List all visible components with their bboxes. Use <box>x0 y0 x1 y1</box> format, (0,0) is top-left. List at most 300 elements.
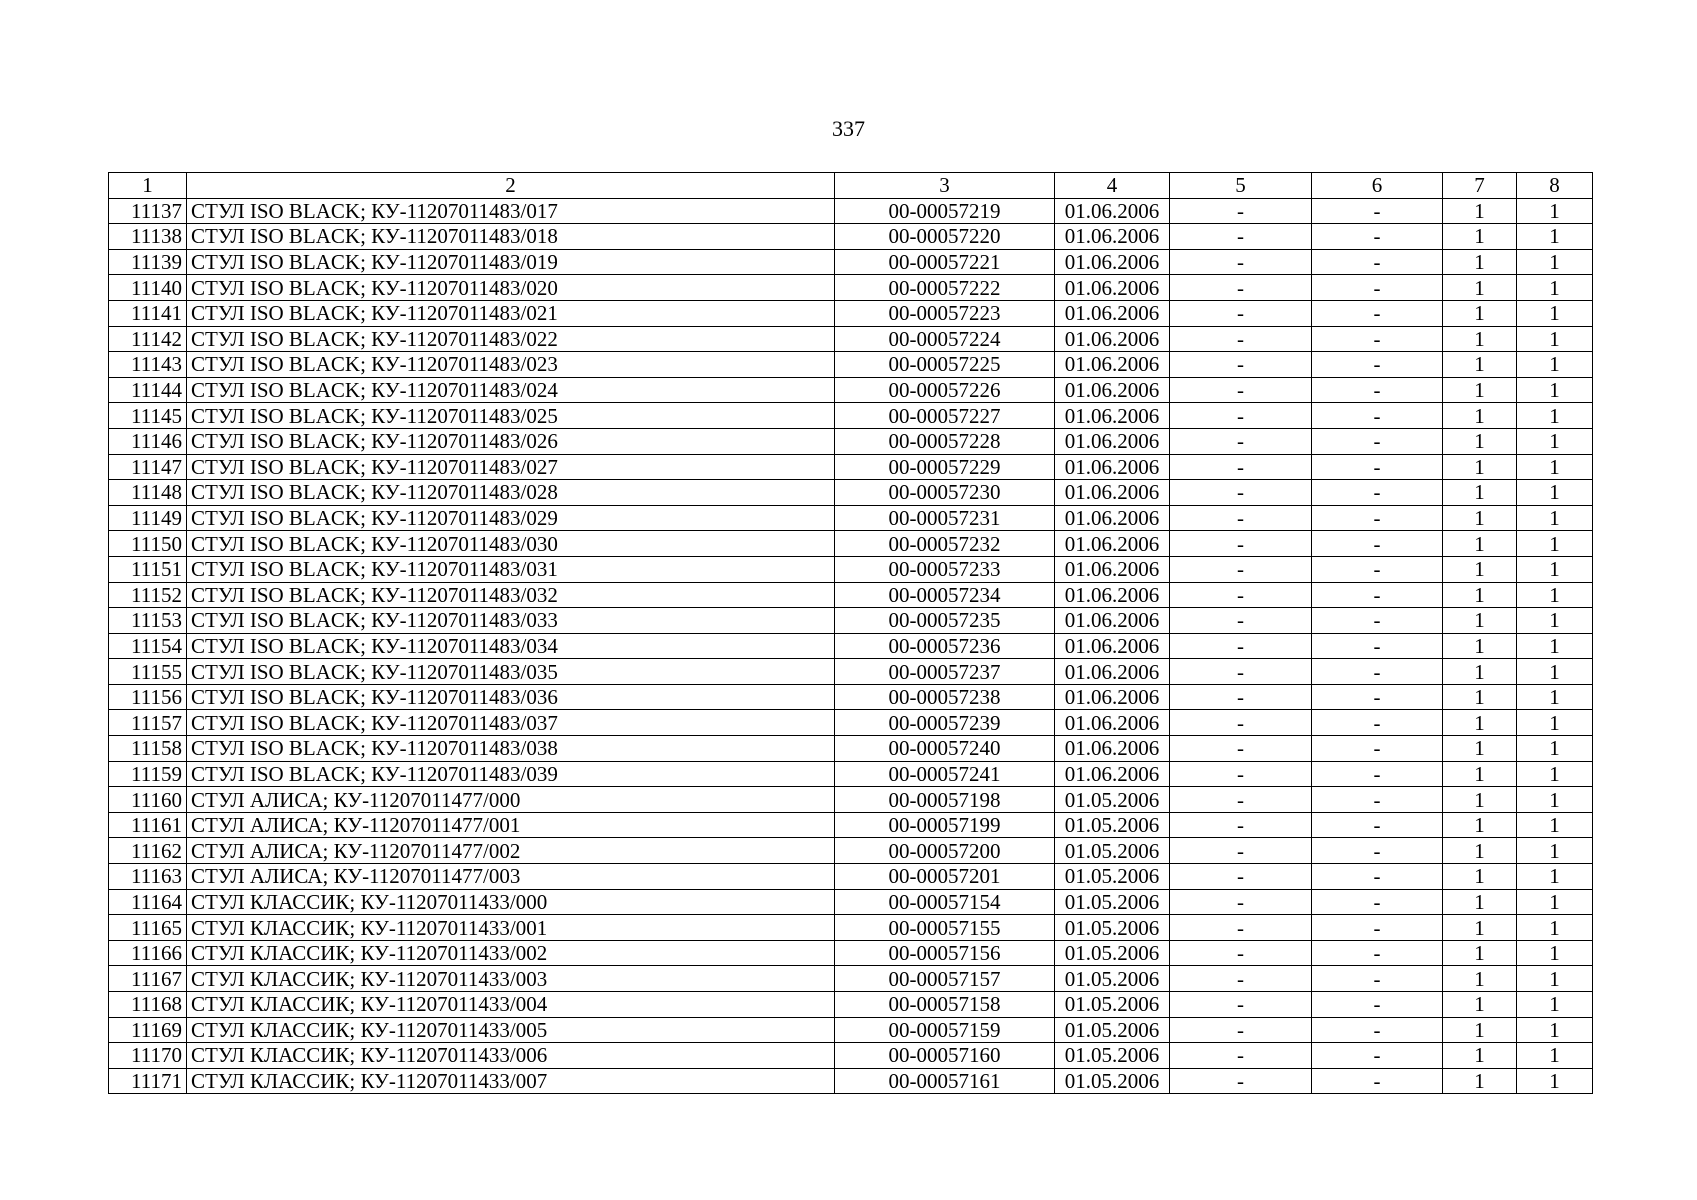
col7-cell: 1 <box>1443 966 1517 992</box>
date-cell: 01.05.2006 <box>1055 915 1170 941</box>
col7-cell: 1 <box>1443 326 1517 352</box>
inventory-code-cell: 00-00057232 <box>835 531 1055 557</box>
date-cell: 01.06.2006 <box>1055 761 1170 787</box>
date-cell: 01.06.2006 <box>1055 659 1170 685</box>
col8-cell: 1 <box>1517 633 1593 659</box>
col7-cell: 1 <box>1443 940 1517 966</box>
col7-cell: 1 <box>1443 505 1517 531</box>
inventory-code-cell: 00-00057157 <box>835 966 1055 992</box>
row-number-cell: 11148 <box>109 480 187 506</box>
item-name-cell: СТУЛ ISO BLACK; КУ-11207011483/029 <box>187 505 835 531</box>
item-name-cell: СТУЛ ISO BLACK; КУ-11207011483/017 <box>187 198 835 224</box>
table-row <box>109 659 1593 685</box>
table-row <box>109 531 1593 557</box>
table-row <box>109 403 1593 429</box>
item-name-cell: СТУЛ ISO BLACK; КУ-11207011483/026 <box>187 428 835 454</box>
row-number-cell: 11158 <box>109 736 187 762</box>
table-row <box>109 275 1593 301</box>
item-name-cell: СТУЛ ISO BLACK; КУ-11207011483/033 <box>187 608 835 634</box>
item-name-cell: СТУЛ КЛАССИК; КУ-11207011433/004 <box>187 992 835 1018</box>
col6-cell: - <box>1312 736 1443 762</box>
row-number-cell: 11154 <box>109 633 187 659</box>
table-row <box>109 454 1593 480</box>
col6-cell: - <box>1312 428 1443 454</box>
col5-cell: - <box>1170 582 1312 608</box>
row-number-cell: 11165 <box>109 915 187 941</box>
col6-cell: - <box>1312 1017 1443 1043</box>
col6-cell: - <box>1312 300 1443 326</box>
col7-cell: 1 <box>1443 889 1517 915</box>
date-cell: 01.05.2006 <box>1055 966 1170 992</box>
inventory-code-cell: 00-00057234 <box>835 582 1055 608</box>
inventory-code-cell: 00-00057225 <box>835 352 1055 378</box>
col8-cell: 1 <box>1517 787 1593 813</box>
row-number-cell: 11147 <box>109 454 187 480</box>
row-number-cell: 11137 <box>109 198 187 224</box>
col5-cell: - <box>1170 889 1312 915</box>
inventory-code-cell: 00-00057229 <box>835 454 1055 480</box>
table-row <box>109 761 1593 787</box>
table-row <box>109 787 1593 813</box>
col5-cell: - <box>1170 326 1312 352</box>
item-name-cell: СТУЛ ISO BLACK; КУ-11207011483/030 <box>187 531 835 557</box>
col8-cell: 1 <box>1517 1068 1593 1094</box>
col8-cell: 1 <box>1517 300 1593 326</box>
col7-cell: 1 <box>1443 403 1517 429</box>
col6-cell: - <box>1312 787 1443 813</box>
inventory-code-cell: 00-00057201 <box>835 864 1055 890</box>
table-row <box>109 1068 1593 1094</box>
row-number-cell: 11169 <box>109 1017 187 1043</box>
col6-cell: - <box>1312 608 1443 634</box>
col6-cell: - <box>1312 633 1443 659</box>
col5-cell: - <box>1170 633 1312 659</box>
col8-cell: 1 <box>1517 864 1593 890</box>
inventory-code-cell: 00-00057159 <box>835 1017 1055 1043</box>
date-cell: 01.06.2006 <box>1055 249 1170 275</box>
row-number-cell: 11146 <box>109 428 187 454</box>
col8-cell: 1 <box>1517 812 1593 838</box>
inventory-code-cell: 00-00057231 <box>835 505 1055 531</box>
item-name-cell: СТУЛ ISO BLACK; КУ-11207011483/027 <box>187 454 835 480</box>
page-number: 337 <box>832 116 865 141</box>
col5-cell: - <box>1170 300 1312 326</box>
col7-cell: 1 <box>1443 812 1517 838</box>
col6-cell: - <box>1312 326 1443 352</box>
col6-cell: - <box>1312 684 1443 710</box>
table-row <box>109 684 1593 710</box>
table-row <box>109 352 1593 378</box>
date-cell: 01.06.2006 <box>1055 403 1170 429</box>
col6-cell: - <box>1312 940 1443 966</box>
col5-cell: - <box>1170 556 1312 582</box>
item-name-cell: СТУЛ КЛАССИК; КУ-11207011433/002 <box>187 940 835 966</box>
date-cell: 01.05.2006 <box>1055 787 1170 813</box>
col6-cell: - <box>1312 403 1443 429</box>
date-cell: 01.06.2006 <box>1055 684 1170 710</box>
table-row <box>109 812 1593 838</box>
col8-cell: 1 <box>1517 377 1593 403</box>
col6-cell: - <box>1312 454 1443 480</box>
col5-cell: - <box>1170 736 1312 762</box>
table-row <box>109 1017 1593 1043</box>
row-number-cell: 11143 <box>109 352 187 378</box>
inventory-code-cell: 00-00057224 <box>835 326 1055 352</box>
row-number-cell: 11166 <box>109 940 187 966</box>
item-name-cell: СТУЛ ISO BLACK; КУ-11207011483/031 <box>187 556 835 582</box>
col6-cell: - <box>1312 249 1443 275</box>
table-row <box>109 198 1593 224</box>
row-number-cell: 11163 <box>109 864 187 890</box>
date-cell: 01.06.2006 <box>1055 710 1170 736</box>
table-row <box>109 505 1593 531</box>
col7-cell: 1 <box>1443 736 1517 762</box>
col6-cell: - <box>1312 1068 1443 1094</box>
col7-cell: 1 <box>1443 300 1517 326</box>
col8-cell: 1 <box>1517 838 1593 864</box>
table-row <box>109 377 1593 403</box>
table-row <box>109 736 1593 762</box>
table-body <box>109 198 1593 1094</box>
col7-cell: 1 <box>1443 710 1517 736</box>
column-header: 8 <box>1517 173 1593 199</box>
col7-cell: 1 <box>1443 1043 1517 1069</box>
table-row <box>109 864 1593 890</box>
date-cell: 01.06.2006 <box>1055 608 1170 634</box>
col6-cell: - <box>1312 864 1443 890</box>
col7-cell: 1 <box>1443 480 1517 506</box>
date-cell: 01.06.2006 <box>1055 275 1170 301</box>
inventory-code-cell: 00-00057233 <box>835 556 1055 582</box>
table-row <box>109 838 1593 864</box>
col5-cell: - <box>1170 1043 1312 1069</box>
date-cell: 01.06.2006 <box>1055 736 1170 762</box>
inventory-code-cell: 00-00057200 <box>835 838 1055 864</box>
col6-cell: - <box>1312 992 1443 1018</box>
col7-cell: 1 <box>1443 249 1517 275</box>
col8-cell: 1 <box>1517 403 1593 429</box>
item-name-cell: СТУЛ АЛИСА; КУ-11207011477/001 <box>187 812 835 838</box>
table-header-row <box>109 173 1593 199</box>
row-number-cell: 11167 <box>109 966 187 992</box>
col8-cell: 1 <box>1517 326 1593 352</box>
item-name-cell: СТУЛ ISO BLACK; КУ-11207011483/038 <box>187 736 835 762</box>
col8-cell: 1 <box>1517 608 1593 634</box>
inventory-code-cell: 00-00057235 <box>835 608 1055 634</box>
table-row <box>109 326 1593 352</box>
inventory-code-cell: 00-00057238 <box>835 684 1055 710</box>
row-number-cell: 11170 <box>109 1043 187 1069</box>
inventory-code-cell: 00-00057227 <box>835 403 1055 429</box>
col5-cell: - <box>1170 531 1312 557</box>
date-cell: 01.05.2006 <box>1055 1068 1170 1094</box>
inventory-code-cell: 00-00057156 <box>835 940 1055 966</box>
col7-cell: 1 <box>1443 633 1517 659</box>
col7-cell: 1 <box>1443 556 1517 582</box>
col7-cell: 1 <box>1443 1068 1517 1094</box>
col8-cell: 1 <box>1517 889 1593 915</box>
col5-cell: - <box>1170 992 1312 1018</box>
col8-cell: 1 <box>1517 966 1593 992</box>
item-name-cell: СТУЛ ISO BLACK; КУ-11207011483/021 <box>187 300 835 326</box>
column-header: 6 <box>1312 173 1443 199</box>
row-number-cell: 11155 <box>109 659 187 685</box>
row-number-cell: 11157 <box>109 710 187 736</box>
row-number-cell: 11161 <box>109 812 187 838</box>
col7-cell: 1 <box>1443 787 1517 813</box>
col6-cell: - <box>1312 838 1443 864</box>
item-name-cell: СТУЛ КЛАССИК; КУ-11207011433/007 <box>187 1068 835 1094</box>
col8-cell: 1 <box>1517 761 1593 787</box>
col7-cell: 1 <box>1443 838 1517 864</box>
date-cell: 01.06.2006 <box>1055 531 1170 557</box>
item-name-cell: СТУЛ АЛИСА; КУ-11207011477/002 <box>187 838 835 864</box>
col7-cell: 1 <box>1443 198 1517 224</box>
col7-cell: 1 <box>1443 659 1517 685</box>
row-number-cell: 11149 <box>109 505 187 531</box>
item-name-cell: СТУЛ ISO BLACK; КУ-11207011483/022 <box>187 326 835 352</box>
col5-cell: - <box>1170 224 1312 250</box>
date-cell: 01.06.2006 <box>1055 224 1170 250</box>
col8-cell: 1 <box>1517 198 1593 224</box>
column-header: 7 <box>1443 173 1517 199</box>
item-name-cell: СТУЛ ISO BLACK; КУ-11207011483/019 <box>187 249 835 275</box>
col5-cell: - <box>1170 275 1312 301</box>
inventory-code-cell: 00-00057241 <box>835 761 1055 787</box>
row-number-cell: 11162 <box>109 838 187 864</box>
col6-cell: - <box>1312 377 1443 403</box>
col5-cell: - <box>1170 761 1312 787</box>
row-number-cell: 11150 <box>109 531 187 557</box>
col5-cell: - <box>1170 710 1312 736</box>
row-number-cell: 11141 <box>109 300 187 326</box>
col7-cell: 1 <box>1443 761 1517 787</box>
date-cell: 01.05.2006 <box>1055 889 1170 915</box>
col6-cell: - <box>1312 915 1443 941</box>
col5-cell: - <box>1170 249 1312 275</box>
column-header: 4 <box>1055 173 1170 199</box>
item-name-cell: СТУЛ ISO BLACK; КУ-11207011483/025 <box>187 403 835 429</box>
table-row <box>109 224 1593 250</box>
col8-cell: 1 <box>1517 736 1593 762</box>
col7-cell: 1 <box>1443 224 1517 250</box>
date-cell: 01.06.2006 <box>1055 454 1170 480</box>
col6-cell: - <box>1312 582 1443 608</box>
date-cell: 01.05.2006 <box>1055 864 1170 890</box>
col7-cell: 1 <box>1443 992 1517 1018</box>
item-name-cell: СТУЛ ISO BLACK; КУ-11207011483/020 <box>187 275 835 301</box>
inventory-code-cell: 00-00057240 <box>835 736 1055 762</box>
item-name-cell: СТУЛ ISO BLACK; КУ-11207011483/023 <box>187 352 835 378</box>
col8-cell: 1 <box>1517 1017 1593 1043</box>
col5-cell: - <box>1170 352 1312 378</box>
col5-cell: - <box>1170 428 1312 454</box>
table-row <box>109 582 1593 608</box>
date-cell: 01.06.2006 <box>1055 633 1170 659</box>
item-name-cell: СТУЛ ISO BLACK; КУ-11207011483/037 <box>187 710 835 736</box>
table-row <box>109 428 1593 454</box>
inventory-code-cell: 00-00057222 <box>835 275 1055 301</box>
col5-cell: - <box>1170 838 1312 864</box>
item-name-cell: СТУЛ ISO BLACK; КУ-11207011483/024 <box>187 377 835 403</box>
col5-cell: - <box>1170 505 1312 531</box>
item-name-cell: СТУЛ ISO BLACK; КУ-11207011483/032 <box>187 582 835 608</box>
row-number-cell: 11156 <box>109 684 187 710</box>
col5-cell: - <box>1170 940 1312 966</box>
row-number-cell: 11168 <box>109 992 187 1018</box>
col8-cell: 1 <box>1517 582 1593 608</box>
col8-cell: 1 <box>1517 684 1593 710</box>
inventory-table <box>108 172 1593 1094</box>
column-header: 2 <box>187 173 835 199</box>
date-cell: 01.05.2006 <box>1055 812 1170 838</box>
col6-cell: - <box>1312 966 1443 992</box>
col8-cell: 1 <box>1517 659 1593 685</box>
col5-cell: - <box>1170 377 1312 403</box>
row-number-cell: 11142 <box>109 326 187 352</box>
col7-cell: 1 <box>1443 352 1517 378</box>
column-header: 1 <box>109 173 187 199</box>
row-number-cell: 11171 <box>109 1068 187 1094</box>
col8-cell: 1 <box>1517 428 1593 454</box>
col6-cell: - <box>1312 1043 1443 1069</box>
row-number-cell: 11140 <box>109 275 187 301</box>
column-header: 5 <box>1170 173 1312 199</box>
date-cell: 01.06.2006 <box>1055 480 1170 506</box>
inventory-code-cell: 00-00057223 <box>835 300 1055 326</box>
date-cell: 01.06.2006 <box>1055 326 1170 352</box>
item-name-cell: СТУЛ ISO BLACK; КУ-11207011483/028 <box>187 480 835 506</box>
col6-cell: - <box>1312 198 1443 224</box>
inventory-code-cell: 00-00057236 <box>835 633 1055 659</box>
col8-cell: 1 <box>1517 992 1593 1018</box>
col7-cell: 1 <box>1443 864 1517 890</box>
row-number-cell: 11152 <box>109 582 187 608</box>
item-name-cell: СТУЛ АЛИСА; КУ-11207011477/000 <box>187 787 835 813</box>
item-name-cell: СТУЛ ISO BLACK; КУ-11207011483/035 <box>187 659 835 685</box>
table-row <box>109 249 1593 275</box>
col7-cell: 1 <box>1443 1017 1517 1043</box>
col6-cell: - <box>1312 505 1443 531</box>
col6-cell: - <box>1312 710 1443 736</box>
col5-cell: - <box>1170 403 1312 429</box>
col5-cell: - <box>1170 1068 1312 1094</box>
table-row <box>109 608 1593 634</box>
col8-cell: 1 <box>1517 249 1593 275</box>
date-cell: 01.05.2006 <box>1055 940 1170 966</box>
inventory-code-cell: 00-00057219 <box>835 198 1055 224</box>
item-name-cell: СТУЛ КЛАССИК; КУ-11207011433/006 <box>187 1043 835 1069</box>
item-name-cell: СТУЛ ISO BLACK; КУ-11207011483/036 <box>187 684 835 710</box>
inventory-code-cell: 00-00057239 <box>835 710 1055 736</box>
item-name-cell: СТУЛ ISO BLACK; КУ-11207011483/039 <box>187 761 835 787</box>
inventory-code-cell: 00-00057160 <box>835 1043 1055 1069</box>
row-number-cell: 11160 <box>109 787 187 813</box>
inventory-code-cell: 00-00057220 <box>835 224 1055 250</box>
col5-cell: - <box>1170 1017 1312 1043</box>
col6-cell: - <box>1312 531 1443 557</box>
col6-cell: - <box>1312 480 1443 506</box>
row-number-cell: 11139 <box>109 249 187 275</box>
date-cell: 01.06.2006 <box>1055 556 1170 582</box>
col7-cell: 1 <box>1443 582 1517 608</box>
col6-cell: - <box>1312 659 1443 685</box>
table-row <box>109 710 1593 736</box>
table-row <box>109 992 1593 1018</box>
inventory-code-cell: 00-00057199 <box>835 812 1055 838</box>
date-cell: 01.06.2006 <box>1055 428 1170 454</box>
row-number-cell: 11144 <box>109 377 187 403</box>
row-number-cell: 11151 <box>109 556 187 582</box>
item-name-cell: СТУЛ АЛИСА; КУ-11207011477/003 <box>187 864 835 890</box>
col7-cell: 1 <box>1443 275 1517 301</box>
col8-cell: 1 <box>1517 556 1593 582</box>
col6-cell: - <box>1312 812 1443 838</box>
table-row <box>109 889 1593 915</box>
col8-cell: 1 <box>1517 940 1593 966</box>
col6-cell: - <box>1312 224 1443 250</box>
col6-cell: - <box>1312 352 1443 378</box>
table-row <box>109 915 1593 941</box>
col7-cell: 1 <box>1443 454 1517 480</box>
col5-cell: - <box>1170 198 1312 224</box>
column-header: 3 <box>835 173 1055 199</box>
col7-cell: 1 <box>1443 608 1517 634</box>
item-name-cell: СТУЛ КЛАССИК; КУ-11207011433/000 <box>187 889 835 915</box>
col5-cell: - <box>1170 659 1312 685</box>
inventory-code-cell: 00-00057155 <box>835 915 1055 941</box>
table-row <box>109 300 1593 326</box>
table-row <box>109 480 1593 506</box>
item-name-cell: СТУЛ КЛАССИК; КУ-11207011433/003 <box>187 966 835 992</box>
inventory-code-cell: 00-00057158 <box>835 992 1055 1018</box>
item-name-cell: СТУЛ КЛАССИК; КУ-11207011433/001 <box>187 915 835 941</box>
table-row <box>109 940 1593 966</box>
table-row <box>109 633 1593 659</box>
col5-cell: - <box>1170 966 1312 992</box>
col8-cell: 1 <box>1517 915 1593 941</box>
col7-cell: 1 <box>1443 531 1517 557</box>
col5-cell: - <box>1170 480 1312 506</box>
table-row <box>109 556 1593 582</box>
col7-cell: 1 <box>1443 684 1517 710</box>
col8-cell: 1 <box>1517 505 1593 531</box>
col8-cell: 1 <box>1517 352 1593 378</box>
inventory-code-cell: 00-00057154 <box>835 889 1055 915</box>
date-cell: 01.05.2006 <box>1055 1017 1170 1043</box>
inventory-code-cell: 00-00057228 <box>835 428 1055 454</box>
col6-cell: - <box>1312 275 1443 301</box>
date-cell: 01.06.2006 <box>1055 198 1170 224</box>
col5-cell: - <box>1170 812 1312 838</box>
col5-cell: - <box>1170 915 1312 941</box>
date-cell: 01.05.2006 <box>1055 838 1170 864</box>
inventory-code-cell: 00-00057226 <box>835 377 1055 403</box>
col6-cell: - <box>1312 556 1443 582</box>
col8-cell: 1 <box>1517 480 1593 506</box>
table-row <box>109 1043 1593 1069</box>
date-cell: 01.06.2006 <box>1055 505 1170 531</box>
inventory-code-cell: 00-00057221 <box>835 249 1055 275</box>
col8-cell: 1 <box>1517 224 1593 250</box>
item-name-cell: СТУЛ ISO BLACK; КУ-11207011483/018 <box>187 224 835 250</box>
date-cell: 01.05.2006 <box>1055 992 1170 1018</box>
col5-cell: - <box>1170 684 1312 710</box>
date-cell: 01.05.2006 <box>1055 1043 1170 1069</box>
inventory-code-cell: 00-00057198 <box>835 787 1055 813</box>
col8-cell: 1 <box>1517 275 1593 301</box>
col6-cell: - <box>1312 889 1443 915</box>
